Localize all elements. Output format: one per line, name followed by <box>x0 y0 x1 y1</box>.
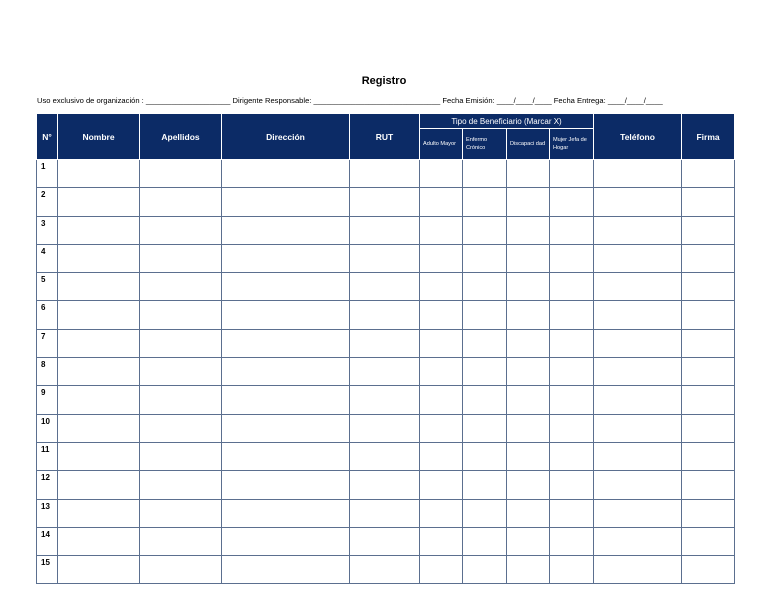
cell-mujer-jefa-hogar[interactable] <box>550 442 594 470</box>
cell-telefono[interactable] <box>594 244 682 272</box>
page-title: Registro <box>361 75 407 87</box>
cell-rut[interactable] <box>350 527 420 555</box>
cell-adulto-mayor[interactable] <box>420 499 463 527</box>
cell-discapacidad[interactable] <box>507 499 550 527</box>
cell-enfermo-cronico[interactable] <box>463 188 507 216</box>
cell-firma[interactable] <box>682 556 735 584</box>
cell-discapacidad[interactable] <box>507 216 550 244</box>
cell-rut[interactable] <box>350 329 420 357</box>
cell-nombre[interactable] <box>58 527 140 555</box>
cell-mujer-jefa-hogar[interactable] <box>550 329 594 357</box>
registro-table <box>36 113 735 584</box>
cell-enfermo-cronico[interactable] <box>463 273 507 301</box>
cell-adulto-mayor[interactable] <box>420 216 463 244</box>
row-number: 14 <box>37 527 58 555</box>
cell-rut[interactable] <box>350 160 420 188</box>
cell-adulto-mayor[interactable] <box>420 329 463 357</box>
cell-apellidos[interactable] <box>140 188 222 216</box>
cell-telefono[interactable] <box>594 216 682 244</box>
cell-nombre[interactable] <box>58 414 140 442</box>
cell-telefono[interactable] <box>594 499 682 527</box>
header-nombre: Nombre <box>58 114 140 160</box>
cell-mujer-jefa-hogar[interactable] <box>550 414 594 442</box>
cell-mujer-jefa-hogar[interactable] <box>550 216 594 244</box>
cell-enfermo-cronico[interactable] <box>463 216 507 244</box>
cell-enfermo-cronico[interactable] <box>463 160 507 188</box>
cell-nombre[interactable] <box>58 160 140 188</box>
row-number: 1 <box>37 160 58 188</box>
cell-adulto-mayor[interactable] <box>420 244 463 272</box>
cell-adulto-mayor[interactable] <box>420 556 463 584</box>
cell-discapacidad[interactable] <box>507 188 550 216</box>
cell-discapacidad[interactable] <box>507 244 550 272</box>
cell-mujer-jefa-hogar[interactable] <box>550 244 594 272</box>
row-number: 5 <box>37 273 58 301</box>
cell-nombre[interactable] <box>58 358 140 386</box>
cell-telefono[interactable] <box>594 273 682 301</box>
cell-firma[interactable] <box>682 442 735 470</box>
cell-adulto-mayor[interactable] <box>420 442 463 470</box>
cell-enfermo-cronico[interactable] <box>463 358 507 386</box>
cell-enfermo-cronico[interactable] <box>463 442 507 470</box>
cell-mujer-jefa-hogar[interactable] <box>550 471 594 499</box>
cell-nombre[interactable] <box>58 188 140 216</box>
cell-rut[interactable] <box>350 386 420 414</box>
table-row <box>37 556 735 584</box>
header-telefono: Teléfono <box>594 114 682 160</box>
cell-mujer-jefa-hogar[interactable] <box>550 358 594 386</box>
cell-rut[interactable] <box>350 499 420 527</box>
header-adulto-mayor: Adulto Mayor <box>420 129 463 160</box>
cell-nombre[interactable] <box>58 499 140 527</box>
row-number: 9 <box>37 386 58 414</box>
cell-mujer-jefa-hogar[interactable] <box>550 386 594 414</box>
cell-direccion[interactable] <box>222 556 350 584</box>
cell-nombre[interactable] <box>58 471 140 499</box>
cell-mujer-jefa-hogar[interactable] <box>550 160 594 188</box>
cell-discapacidad[interactable] <box>507 527 550 555</box>
cell-firma[interactable] <box>682 216 735 244</box>
cell-apellidos[interactable] <box>140 386 222 414</box>
cell-firma[interactable] <box>682 329 735 357</box>
header-enfermo-cronico: Enfermo Crónico <box>463 129 507 160</box>
cell-direccion[interactable] <box>222 244 350 272</box>
header-tipo-beneficiario: Tipo de Beneficiario (Marcar X) <box>420 114 594 129</box>
cell-nombre[interactable] <box>58 329 140 357</box>
cell-adulto-mayor[interactable] <box>420 471 463 499</box>
row-number: 13 <box>37 499 58 527</box>
cell-discapacidad[interactable] <box>507 329 550 357</box>
cell-rut[interactable] <box>350 244 420 272</box>
cell-apellidos[interactable] <box>140 471 222 499</box>
cell-adulto-mayor[interactable] <box>420 414 463 442</box>
cell-adulto-mayor[interactable] <box>420 527 463 555</box>
cell-enfermo-cronico[interactable] <box>463 556 507 584</box>
cell-enfermo-cronico[interactable] <box>463 386 507 414</box>
cell-rut[interactable] <box>350 273 420 301</box>
table-row <box>37 358 735 386</box>
table-row <box>37 471 735 499</box>
header-apellidos: Apellidos <box>140 114 222 160</box>
cell-mujer-jefa-hogar[interactable] <box>550 301 594 329</box>
row-number: 4 <box>37 244 58 272</box>
cell-nombre[interactable] <box>58 442 140 470</box>
cell-direccion[interactable] <box>222 358 350 386</box>
cell-apellidos[interactable] <box>140 160 222 188</box>
cell-nombre[interactable] <box>58 556 140 584</box>
row-number: 7 <box>37 329 58 357</box>
cell-firma[interactable] <box>682 244 735 272</box>
header-num: N° <box>37 114 58 160</box>
row-number: 15 <box>37 556 58 584</box>
row-number: 8 <box>37 358 58 386</box>
row-number: 2 <box>37 188 58 216</box>
cell-apellidos[interactable] <box>140 216 222 244</box>
table-row <box>37 160 735 188</box>
table-row <box>37 527 735 555</box>
cell-rut[interactable] <box>350 442 420 470</box>
cell-discapacidad[interactable] <box>507 471 550 499</box>
cell-direccion[interactable] <box>222 414 350 442</box>
cell-firma[interactable] <box>682 301 735 329</box>
cell-telefono[interactable] <box>594 188 682 216</box>
cell-telefono[interactable] <box>594 301 682 329</box>
cell-firma[interactable] <box>682 471 735 499</box>
cell-telefono[interactable] <box>594 442 682 470</box>
cell-nombre[interactable] <box>58 386 140 414</box>
cell-nombre[interactable] <box>58 301 140 329</box>
cell-telefono[interactable] <box>594 386 682 414</box>
header-firma: Firma <box>682 114 735 160</box>
cell-direccion[interactable] <box>222 329 350 357</box>
cell-firma[interactable] <box>682 499 735 527</box>
cell-apellidos[interactable] <box>140 414 222 442</box>
cell-telefono[interactable] <box>594 358 682 386</box>
cell-discapacidad[interactable] <box>507 442 550 470</box>
cell-direccion[interactable] <box>222 216 350 244</box>
cell-firma[interactable] <box>682 386 735 414</box>
table-row <box>37 442 735 470</box>
header-rut: RUT <box>350 114 420 160</box>
cell-mujer-jefa-hogar[interactable] <box>550 273 594 301</box>
cell-enfermo-cronico[interactable] <box>463 527 507 555</box>
cell-adulto-mayor[interactable] <box>420 358 463 386</box>
table-row <box>37 386 735 414</box>
cell-mujer-jefa-hogar[interactable] <box>550 499 594 527</box>
cell-firma[interactable] <box>682 358 735 386</box>
cell-apellidos[interactable] <box>140 301 222 329</box>
cell-firma[interactable] <box>682 188 735 216</box>
header-direccion: Dirección <box>222 114 350 160</box>
cell-apellidos[interactable] <box>140 499 222 527</box>
cell-apellidos[interactable] <box>140 329 222 357</box>
cell-nombre[interactable] <box>58 273 140 301</box>
cell-direccion[interactable] <box>222 160 350 188</box>
cell-discapacidad[interactable] <box>507 358 550 386</box>
cell-telefono[interactable] <box>594 414 682 442</box>
table-row <box>37 188 735 216</box>
cell-telefono[interactable] <box>594 556 682 584</box>
cell-direccion[interactable] <box>222 273 350 301</box>
cell-enfermo-cronico[interactable] <box>463 301 507 329</box>
cell-direccion[interactable] <box>222 442 350 470</box>
cell-rut[interactable] <box>350 188 420 216</box>
cell-apellidos[interactable] <box>140 527 222 555</box>
cell-direccion[interactable] <box>222 471 350 499</box>
cell-apellidos[interactable] <box>140 442 222 470</box>
cell-apellidos[interactable] <box>140 244 222 272</box>
table-row <box>37 216 735 244</box>
cell-telefono[interactable] <box>594 471 682 499</box>
row-number: 12 <box>37 471 58 499</box>
table-row <box>37 414 735 442</box>
cell-rut[interactable] <box>350 471 420 499</box>
table-row <box>37 499 735 527</box>
cell-adulto-mayor[interactable] <box>420 188 463 216</box>
cell-adulto-mayor[interactable] <box>420 160 463 188</box>
cell-enfermo-cronico[interactable] <box>463 414 507 442</box>
cell-firma[interactable] <box>682 273 735 301</box>
cell-rut[interactable] <box>350 414 420 442</box>
row-number: 11 <box>37 442 58 470</box>
header-discapacidad: Discapaci dad <box>507 129 550 160</box>
row-number: 10 <box>37 414 58 442</box>
cell-firma[interactable] <box>682 160 735 188</box>
cell-direccion[interactable] <box>222 386 350 414</box>
cell-apellidos[interactable] <box>140 556 222 584</box>
cell-firma[interactable] <box>682 414 735 442</box>
cell-enfermo-cronico[interactable] <box>463 471 507 499</box>
cell-nombre[interactable] <box>58 244 140 272</box>
cell-rut[interactable] <box>350 301 420 329</box>
cell-direccion[interactable] <box>222 301 350 329</box>
cell-direccion[interactable] <box>222 188 350 216</box>
row-number: 3 <box>37 216 58 244</box>
cell-nombre[interactable] <box>58 216 140 244</box>
cell-mujer-jefa-hogar[interactable] <box>550 188 594 216</box>
cell-telefono[interactable] <box>594 160 682 188</box>
cell-direccion[interactable] <box>222 527 350 555</box>
cell-discapacidad[interactable] <box>507 386 550 414</box>
cell-adulto-mayor[interactable] <box>420 386 463 414</box>
table-row <box>37 244 735 272</box>
info-line: Uso exclusivo de organización : ____________________ Dirigente Responsable: ______________________________ Fecha Emisión: ____/____/____ Fecha Entrega: ____/____/____ <box>37 96 663 105</box>
cell-enfermo-cronico[interactable] <box>463 244 507 272</box>
cell-telefono[interactable] <box>594 527 682 555</box>
cell-adulto-mayor[interactable] <box>420 301 463 329</box>
table-row <box>37 273 735 301</box>
cell-rut[interactable] <box>350 556 420 584</box>
cell-discapacidad[interactable] <box>507 556 550 584</box>
cell-mujer-jefa-hogar[interactable] <box>550 556 594 584</box>
table-row <box>37 329 735 357</box>
cell-apellidos[interactable] <box>140 358 222 386</box>
cell-enfermo-cronico[interactable] <box>463 499 507 527</box>
cell-telefono[interactable] <box>594 329 682 357</box>
cell-adulto-mayor[interactable] <box>420 273 463 301</box>
cell-mujer-jefa-hogar[interactable] <box>550 527 594 555</box>
cell-discapacidad[interactable] <box>507 273 550 301</box>
cell-apellidos[interactable] <box>140 273 222 301</box>
cell-firma[interactable] <box>682 527 735 555</box>
row-number: 6 <box>37 301 58 329</box>
cell-discapacidad[interactable] <box>507 414 550 442</box>
cell-discapacidad[interactable] <box>507 160 550 188</box>
table-row <box>37 301 735 329</box>
cell-rut[interactable] <box>350 358 420 386</box>
cell-direccion[interactable] <box>222 499 350 527</box>
cell-discapacidad[interactable] <box>507 301 550 329</box>
header-mujer-jefa-hogar: Mujer Jefa de Hogar <box>550 129 594 160</box>
cell-rut[interactable] <box>350 216 420 244</box>
cell-enfermo-cronico[interactable] <box>463 329 507 357</box>
